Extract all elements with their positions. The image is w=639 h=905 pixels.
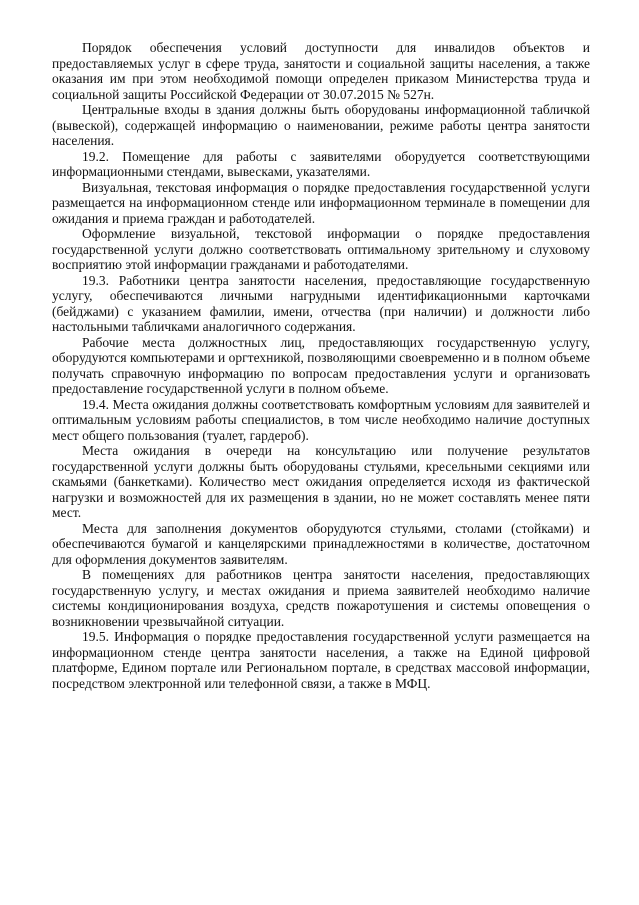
paragraph-19-2: 19.2. Помещение для работы с заявителями оборудуется соответствующими информационными стендами, вывесками, указателями. xyxy=(52,148,590,179)
paragraph-19-3: 19.3. Работники центра занятости населения, предоставляющие государственную услугу, обеспечиваются личными нагрудными идентификационными карточками (бейджами) с указанием фамилии, имени, отчества (при наличии) и должности либо настольными табличками аналогичного содержания. xyxy=(52,272,590,334)
paragraph-premises-systems: В помещениях для работников центра занятости населения, предоставляющих государственную услугу, и местах ожидания и приема заявителей необходимо наличие системы кондиционирования воздуха, средств пожаротушения и системы оповещения о возникновении чрезвычайной ситуации. xyxy=(52,567,590,629)
paragraph-info-design: Оформление визуальной, текстовой информации о порядке предоставления государственной услуги должно соответствовать оптимальному зрительному и слуховому восприятию этой информации гражданами и работодателями. xyxy=(52,226,590,272)
paragraph-document-filling: Места для заполнения документов оборудуются стульями, столами (стойками) и обеспечиваются бумагой и канцелярскими принадлежностями в количестве, достаточном для оформления документов заявителям. xyxy=(52,520,590,567)
paragraph-visual-info: Визуальная, текстовая информация о порядке предоставления государственной услуги размещается на информационном стенде или информационном терминале в помещении для ожидания и приема граждан и работодателей. xyxy=(52,179,590,226)
paragraph-workplaces: Рабочие места должностных лиц, предоставляющих государственную услугу, оборудуются компьютерами и оргтехникой, позволяющими своевременно и в полном объеме получать справочную информацию по вопросам предоставления услуги и организовать предоставление государственной услуги в полном объеме. xyxy=(52,334,590,396)
paragraph-entrance-sign: Центральные входы в здания должны быть оборудованы информационной табличкой (вывеской), содержащей информацию о наименовании, режиме работы центра занятости населения. xyxy=(52,102,590,148)
paragraph-waiting-queue: Места ожидания в очереди на консультацию или получение результатов государственной услуги должны быть оборудованы стульями, кресельными секциями или скамьями (банкетками). Количество мест ожидания определяется исходя из фактической нагрузки и возможностей для их размещения в здании, но не может составлять менее пяти мест. xyxy=(52,443,590,520)
paragraph-accessibility-order: Порядок обеспечения условий доступности для инвалидов объектов и предоставляемых услуг в сфере труда, занятости и социальной защиты населения, а также оказания им при этом необходимой помощи определен приказом Министерства труда и социальной защиты Российской Федерации от 30.07.2015 № 527н. xyxy=(52,40,590,102)
paragraph-19-4: 19.4. Места ожидания должны соответствовать комфортным условиям для заявителей и оптимальным условиям работы специалистов, в том числе необходимо наличие доступных мест общего пользования (туалет, гардероб). xyxy=(52,396,590,443)
paragraph-19-5: 19.5. Информация о порядке предоставления государственной услуги размещается на информационном стенде центра занятости населения, а также на Единой цифровой платформе, Едином портале или Региональном портале, в средствах массовой информации, посредством электронной или телефонной связи, а также в МФЦ. xyxy=(52,629,590,691)
document-page xyxy=(52,40,590,691)
